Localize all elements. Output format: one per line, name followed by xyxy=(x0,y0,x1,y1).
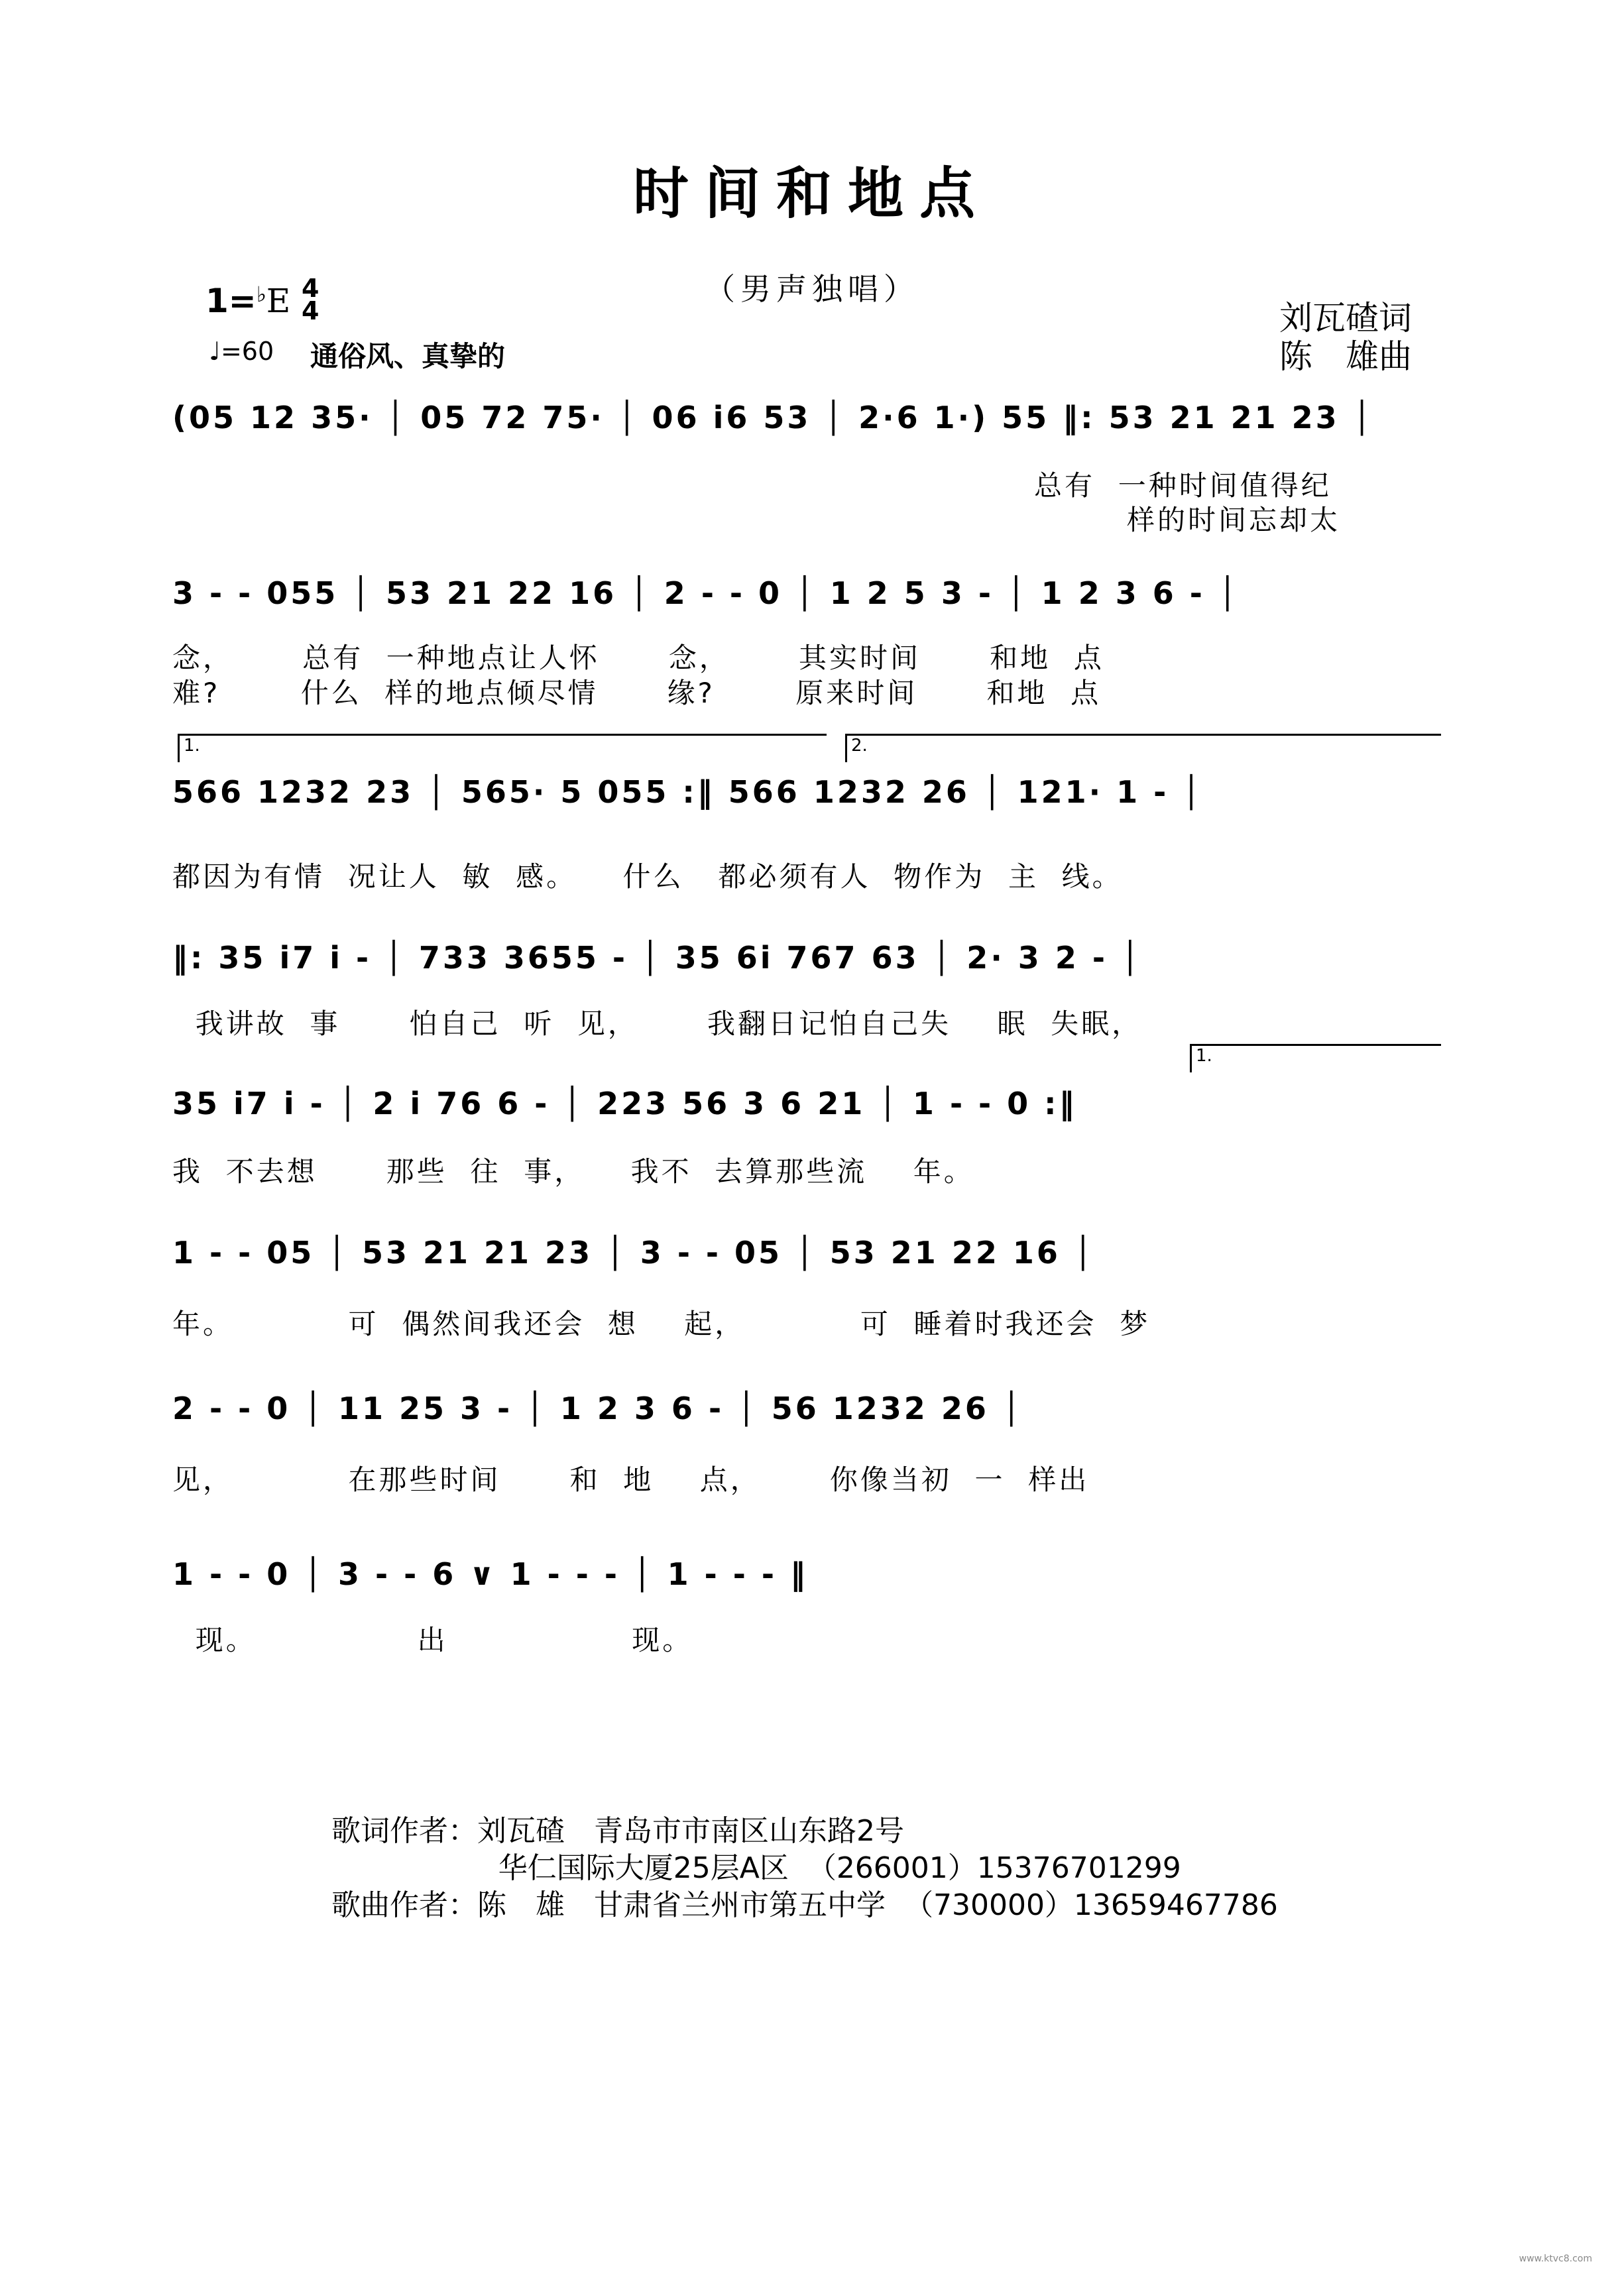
volta-label: 1. xyxy=(1196,1046,1212,1066)
footer-line: 歌词作者：刘瓦碴 青岛市市南区山东路2号 xyxy=(331,1814,904,1848)
volta-label: 2. xyxy=(851,736,868,756)
volta-bracket xyxy=(845,734,1441,762)
lyric-line: 现。 出 现。 xyxy=(172,1624,693,1656)
score-row-6 xyxy=(172,1223,1452,1283)
time-bottom: 4 xyxy=(302,296,319,325)
volta-bracket xyxy=(178,734,827,762)
score-row-5 xyxy=(172,1074,1452,1133)
page-title: 时间和地点 xyxy=(632,161,991,226)
lyric-line: 样的时间忘却太 xyxy=(1127,504,1341,536)
notation-line: (05 12 35· │ 05 72 75· │ 06 i6 53 │ 2·6 1·) 55 ‖: 53 21 21 23 │ xyxy=(172,400,1374,435)
style-marking: 通俗风、真挚的 xyxy=(310,340,506,372)
tempo-marking xyxy=(209,337,274,366)
lyric-line: 都因为有情 况让人 敏 感。 什么 都必须有人 物作为 主 线。 xyxy=(172,860,1123,893)
score-row-3 xyxy=(172,762,1452,822)
score-row-8 xyxy=(172,1544,1452,1604)
notation-line: 566 1232 23 │ 565· 5 055 :‖ 566 1232 26 │ 121· 1 - │ xyxy=(172,774,1203,810)
composer-credit: 陈 雄曲 xyxy=(1279,337,1412,376)
notation-line: 2 - - 0 │ 11 25 3 - │ 1 2 3 6 - │ 56 1232 26 │ xyxy=(172,1391,1023,1426)
score-row-2 xyxy=(172,563,1452,623)
volta-label: 1. xyxy=(184,736,200,756)
key-prefix: 1= xyxy=(205,282,257,320)
lyric-line: 见， 在那些时间 和 地 点， 你像当初 一 样出 xyxy=(172,1463,1090,1496)
lyric-line: 我讲故 事 怕自己 听 见， 我翻日记怕自己失 眠 失眠， xyxy=(172,1007,1143,1040)
subtitle: （男声独唱） xyxy=(705,271,919,307)
lyricist-credit: 刘瓦碴词 xyxy=(1279,299,1412,337)
quarter-note-icon: ♩ xyxy=(209,337,221,366)
volta-bracket xyxy=(1190,1044,1441,1072)
notation-line: 1 - - 0 │ 3 - - 6 ∨ 1 - - - │ 1 - - - ‖ xyxy=(172,1556,808,1592)
score-row-1 xyxy=(172,388,1452,447)
time-signature xyxy=(302,274,319,325)
lyric-line: 年。 可 偶然间我还会 想 起， 可 睡着时我还会 梦 xyxy=(172,1308,1151,1340)
tempo-value: =60 xyxy=(220,337,274,366)
score-row-7 xyxy=(172,1379,1452,1438)
score-row-4 xyxy=(172,928,1452,988)
flat-symbol: ♭ xyxy=(256,282,266,307)
footer-line: 歌曲作者：陈 雄 甘肃省兰州市第五中学 （730000）13659467786 xyxy=(331,1888,1278,1922)
lyric-line: 总有 一种时间值得纪 xyxy=(1034,469,1332,502)
notation-line: 35 i7 i - │ 2 i 76 6 - │ 223 56 3 6 21 │ 1 - - 0 :‖ xyxy=(172,1086,1077,1121)
time-top: 4 xyxy=(302,274,319,303)
notation-line: 3 - - 055 │ 53 21 22 16 │ 2 - - 0 │ 1 2 5 3 - │ 1 2 3 6 - │ xyxy=(172,575,1240,611)
lyric-line: 念， 总有 一种地点让人怀 念， 其实时间 和地 点 xyxy=(172,642,1104,674)
key-signature xyxy=(205,282,290,320)
notation-line: ‖: 35 i7 i - │ 733 3655 - │ 35 6i 767 63 │ 2· 3 2 - │ xyxy=(172,940,1142,976)
footer-contact xyxy=(331,1813,1278,1924)
lyric-line: 难? 什么 样的地点倾尽情 缘? 原来时间 和地 点 xyxy=(172,677,1102,709)
notation-line: 1 - - 05 │ 53 21 21 23 │ 3 - - 05 │ 53 21 22 16 │ xyxy=(172,1235,1095,1271)
lyric-line: 我 不去想 那些 往 事， 我不 去算那些流 年。 xyxy=(172,1155,974,1188)
footer-line: 华仁国际大厦25层A区 （266001）15376701299 xyxy=(331,1851,1181,1885)
key-note: E xyxy=(266,282,291,320)
watermark: www.ktvc8.com xyxy=(1519,2254,1592,2264)
